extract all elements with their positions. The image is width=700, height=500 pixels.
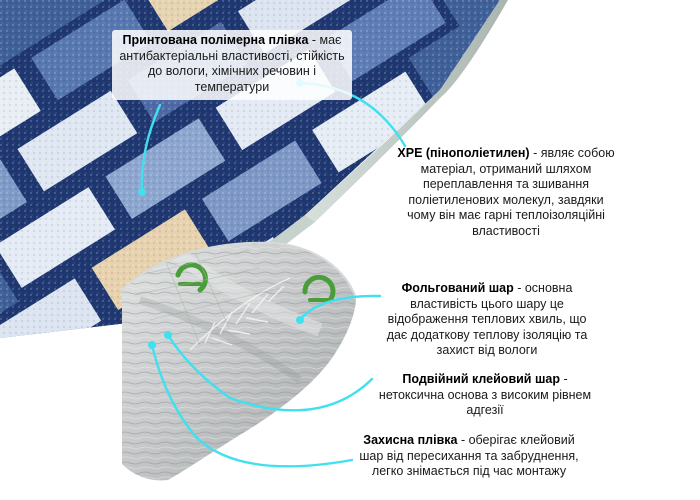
caption-title: Захисна плівка xyxy=(363,433,458,447)
caption-title: Фольгований шар xyxy=(401,281,514,295)
callout-dot-adhesive xyxy=(164,331,172,339)
caption-protective-film xyxy=(352,433,586,480)
caption-title: Подвійний клейовий шар xyxy=(402,372,560,386)
caption-xpe xyxy=(395,146,617,239)
caption-text: - являє собою матеріал, отриманий шляхом переплавлення та зшивання поліетиленових молекул, завдяки чому він має гарні теплоізоляційні властивості xyxy=(407,146,615,238)
caption-text: - оберігає клейовий шар від пересихання та забруднення, легко знімається під час монтажу xyxy=(359,433,579,478)
caption-title: Принтована полімерна плівка xyxy=(122,33,309,47)
caption-title: XPE (пінополіетилен) xyxy=(397,146,530,160)
caption-foil-layer xyxy=(380,281,594,359)
callout-dot-polymer xyxy=(138,188,146,196)
caption-text: - нетоксична основа з високим рівнем адгезії xyxy=(378,372,592,417)
callout-dot-protective xyxy=(148,341,156,349)
callout-dot-foil xyxy=(296,316,304,324)
curled-corner-foil xyxy=(110,235,370,485)
caption-adhesive-layer xyxy=(372,372,598,419)
caption-polymer-film xyxy=(112,30,352,100)
caption-text: - основна властивість цього шару це відображення теплових хвиль, що дає додаткову теплову ізоляцію та захист від вологи xyxy=(386,281,588,357)
caption-text: - має антибактеріальні властивості, стійкість до вологи, хімічних речовин і температури xyxy=(119,33,345,94)
